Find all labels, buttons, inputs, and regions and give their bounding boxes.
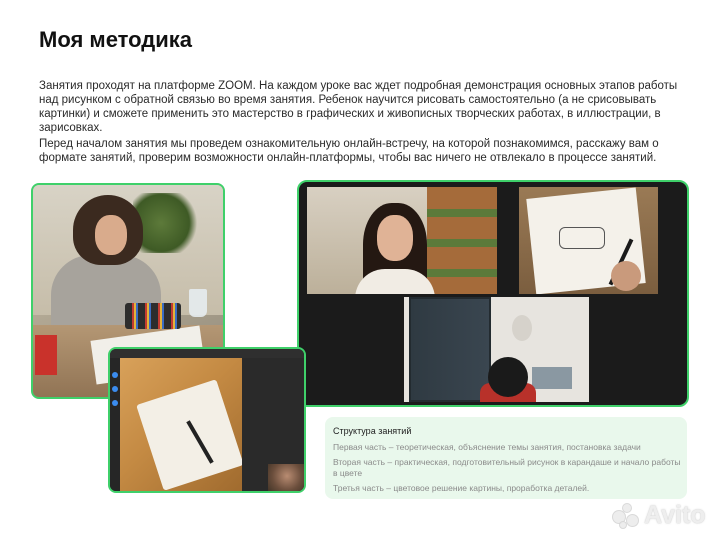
photo-paint-palette (125, 303, 181, 329)
photo-zoom-session (297, 180, 689, 407)
photo-water-cup (189, 289, 207, 317)
tablet-status-bar (110, 349, 306, 358)
meeting-paragraph: Перед началом занятия мы проведем ознакомительную онлайн-встречу, на которой познакомимся, расскажу вам о формате занятий, проверим возможности онлайн-платформы, чтобы вас ничего не отвлекало в процессе занятий. (39, 138, 659, 164)
avito-watermark (610, 500, 706, 530)
zoom-tile-teacher (307, 187, 497, 294)
photo-person-face (95, 215, 127, 255)
lesson-structure-title: Структура занятий (333, 426, 412, 436)
avito-watermark-text: Avito (644, 500, 706, 529)
zoom-tile-drawing (519, 187, 658, 294)
zoom-tile-student (404, 297, 589, 402)
photo-red-box (35, 335, 57, 375)
lesson-structure-box (325, 417, 687, 499)
lesson-part-3: Третья часть – цветовое решение картины, проработка деталей. (333, 483, 590, 493)
lesson-part-2: Вторая часть – практическая, подготовительный рисунок в карандаше и начало работы в цвете (333, 457, 681, 478)
photo-plant (133, 193, 203, 253)
tablet-participants-panel (242, 358, 306, 493)
toolbar-button-icon (112, 372, 118, 378)
lesson-part-1: Первая часть – теоретическая, объяснение темы занятия, постановка задачи (333, 442, 641, 452)
participant-thumbnail (268, 464, 306, 493)
dog-sketch (559, 227, 605, 249)
tablet-video-feed (120, 358, 242, 493)
intro-paragraph: Занятия проходят на платформе ZOOM. На каждом уроке вас ждет подробная демонстрация основных этапов работы над рисунком с обратной связью во время занятия. Ребенок научится рисовать самостоятельно (а не срисовывать картинки) и сможете применить это мастерство в графических и живописных творческих работах, в иллюстрации, в зарисовках. (39, 80, 678, 134)
toolbar-button-icon (112, 400, 118, 406)
sketchbook (136, 379, 244, 491)
photo-tablet-zoom (108, 347, 306, 493)
toolbar-button-icon (112, 386, 118, 392)
tablet-toolbar (110, 358, 120, 493)
page-title: Моя методика (39, 27, 193, 52)
avito-logo-icon (610, 500, 640, 530)
